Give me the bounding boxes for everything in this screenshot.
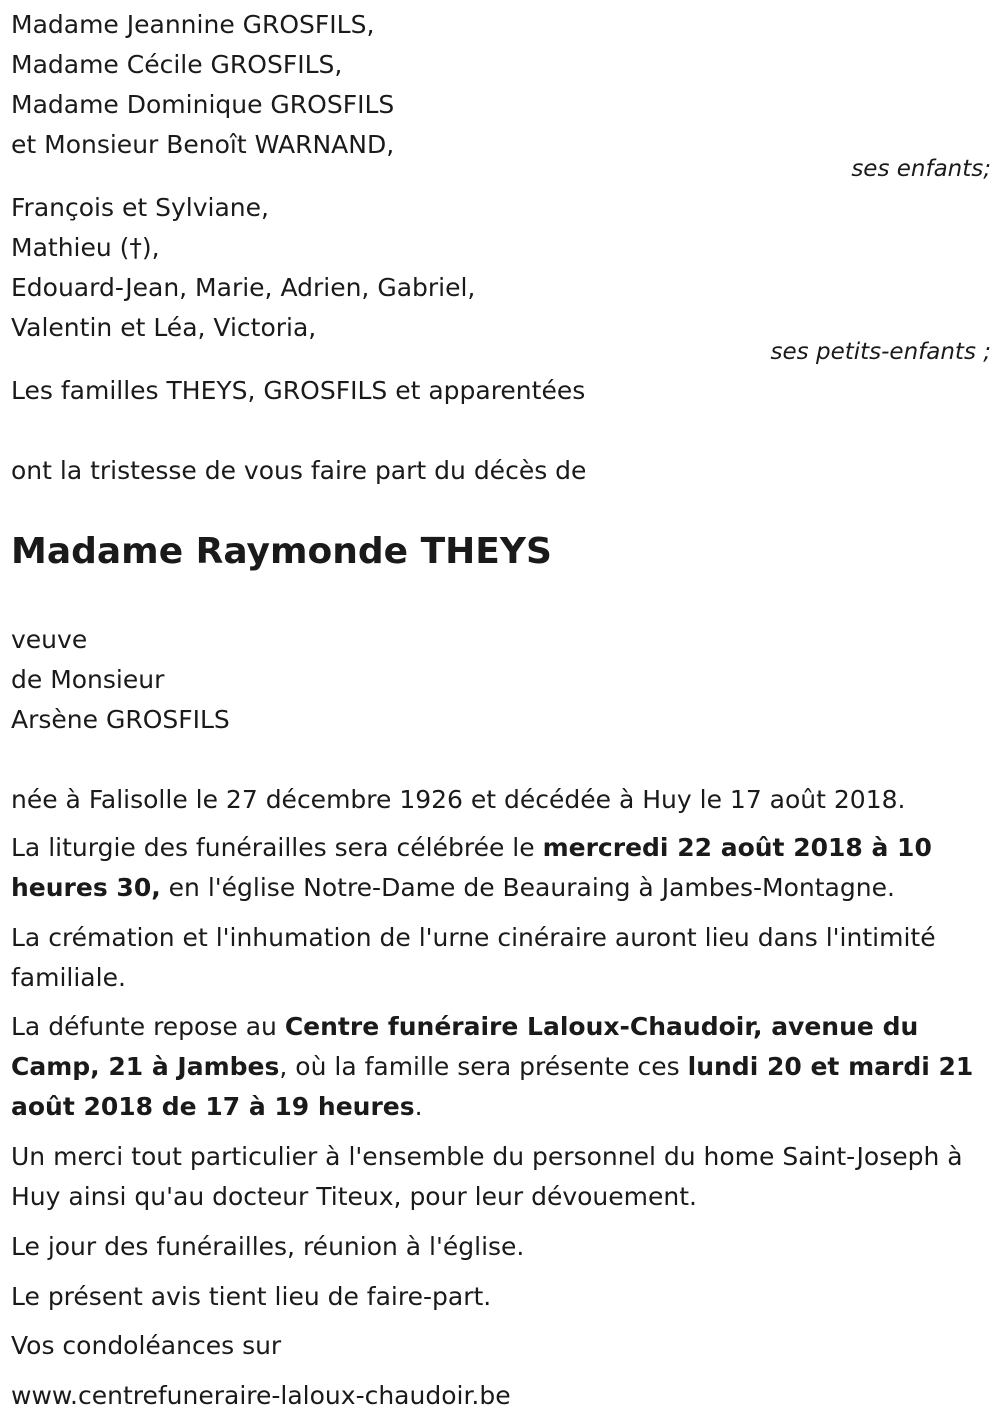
obituary-notice <box>11 0 991 1426</box>
repose-text-middle: , où la famille sera présente ces <box>279 1052 688 1081</box>
liturgy-date: mercredi 22 août 2018 à 10 heures 30, <box>11 833 932 902</box>
repose-paragraph <box>11 1007 981 1127</box>
birth-death-line: née à Falisolle le 27 décembre 1926 et décédée à Huy le 17 août 2018. <box>11 785 906 814</box>
cremation-paragraph: La crémation et l'inhumation de l'urne cinéraire auront lieu dans l'intimité familiale. <box>11 923 936 992</box>
widow-line-2: de Monsieur <box>11 665 165 694</box>
thanks-paragraph: Un merci tout particulier à l'ensemble du personnel du home Saint-Joseph à Huy ainsi qu'au docteur Titeux, pour leur dévouement. <box>11 1142 963 1211</box>
grandchildren-role: ses petits-enfants ; <box>770 339 991 365</box>
reunion-line: Le jour des funérailles, réunion à l'église. <box>11 1232 525 1261</box>
notice-line: Le présent avis tient lieu de faire-part. <box>11 1282 492 1311</box>
families-line: Les familles THEYS, GROSFILS et apparentées <box>11 376 586 405</box>
liturgy-text-before: La liturgie des funérailles sera célébrée le <box>11 833 543 862</box>
repose-dates: lundi 20 et mardi 21 août 2018 de 17 à 19 heures <box>11 1052 974 1121</box>
child-line-1: Madame Jeannine GROSFILS, <box>11 10 375 39</box>
announcement-line: ont la tristesse de vous faire part du décès de <box>11 456 587 485</box>
child-line-4: et Monsieur Benoît WARNAND, <box>11 130 395 159</box>
widow-line-1: veuve <box>11 625 88 654</box>
condolences-url[interactable]: www.centrefuneraire-laloux-chaudoir.be <box>11 1381 511 1410</box>
repose-text-after: . <box>414 1092 423 1121</box>
grandchild-line-4: Valentin et Léa, Victoria, <box>11 313 317 342</box>
liturgy-text-after: en l'église Notre-Dame de Beauraing à Jambes-Montagne. <box>160 873 895 902</box>
grandchild-line-2: Mathieu (†), <box>11 233 160 262</box>
child-line-2: Madame Cécile GROSFILS, <box>11 50 343 79</box>
grandchild-line-1: François et Sylviane, <box>11 193 269 222</box>
child-line-3: Madame Dominique GROSFILS <box>11 90 395 119</box>
repose-text-before: La défunte repose au <box>11 1012 285 1041</box>
repose-place: Centre funéraire Laloux-Chaudoir, avenue du Camp, 21 à Jambes <box>11 1012 919 1081</box>
liturgy-paragraph <box>11 828 981 908</box>
grandchild-line-3: Edouard-Jean, Marie, Adrien, Gabriel, <box>11 273 476 302</box>
children-role: ses enfants; <box>851 156 991 182</box>
deceased-name: Madame Raymonde THEYS <box>11 531 552 572</box>
condolences-label: Vos condoléances sur <box>11 1331 282 1360</box>
widow-line-3: Arsène GROSFILS <box>11 705 230 734</box>
